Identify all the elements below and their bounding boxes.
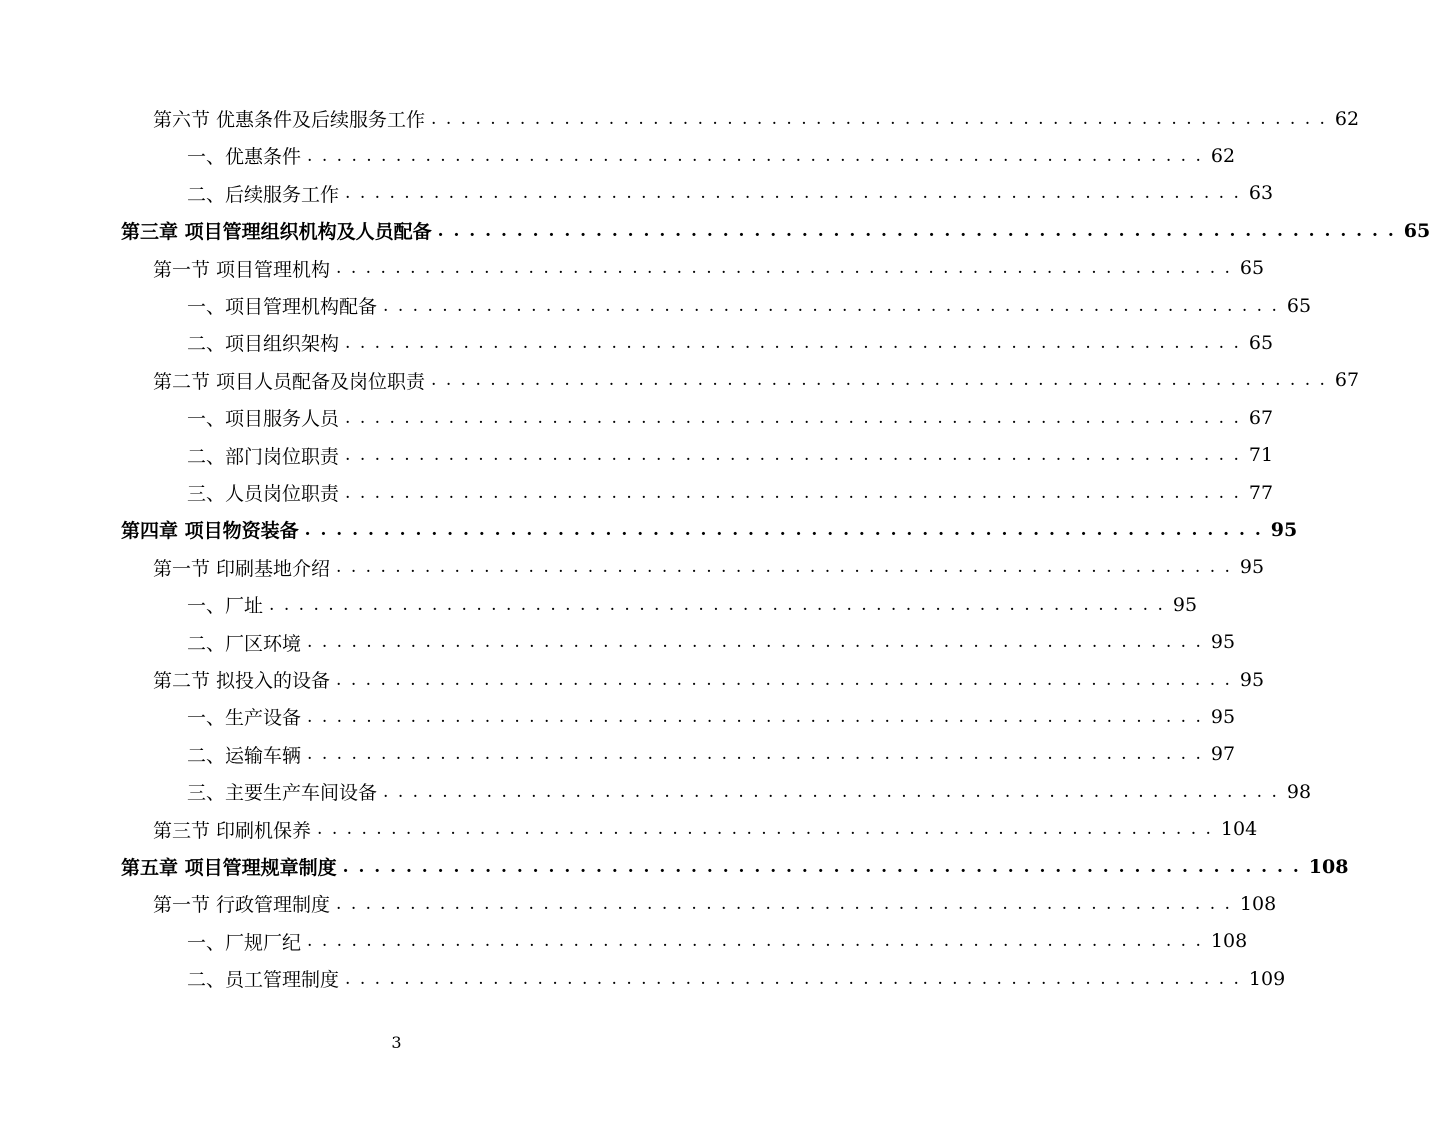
toc-entry-label: 二、部门岗位职责 bbox=[187, 445, 340, 468]
toc-entry-page: 62 bbox=[1334, 107, 1360, 130]
toc-entry[interactable] bbox=[187, 437, 1274, 474]
toc-entry-page: 77 bbox=[1248, 481, 1274, 504]
toc-entry[interactable] bbox=[187, 474, 1274, 511]
toc-entry-page: 63 bbox=[1248, 182, 1274, 205]
toc-leader-dots: . . . . . . . . . . . . . . . . . . . . . . . . . . . . . . . . . . . . . . . . . . . . . . . . . . . . . . . . . . . . . bbox=[345, 183, 1241, 204]
toc-leader-dots: . . . . . . . . . . . . . . . . . . . . . . . . . . . . . . . . . . . . . . . . . . . . . . . . . . . . . . . . . . . . . bbox=[345, 332, 1241, 353]
toc-entry-label: 一、优惠条件 bbox=[187, 146, 302, 169]
toc-leader-dots: . . . . . . . . . . . . . . . . . . . . . . . . . . . . . . . . . . . . . . . . . . . . . . . . . . . . . . . . . . . . . bbox=[307, 632, 1203, 653]
toc-leader-dots: . . . . . . . . . . . . . . . . . . . . . . . . . . . . . . . . . . . . . . . . . . . . . . . . . . . . . . . . . . . . . bbox=[307, 931, 1203, 952]
toc-entry[interactable] bbox=[187, 773, 1312, 810]
toc-entry-page: 65 bbox=[1239, 257, 1265, 280]
toc-entry-page: 65 bbox=[1403, 219, 1430, 242]
toc-entry[interactable] bbox=[153, 362, 1360, 399]
toc-entry[interactable] bbox=[153, 250, 1265, 287]
toc-entry[interactable] bbox=[187, 960, 1286, 997]
toc-leader-dots: . . . . . . . . . . . . . . . . . . . . . . . . . . . . . . . . . . . . . . . . . . . . . . . . . . . . . . . . . . . . . bbox=[336, 669, 1232, 690]
toc-entry[interactable] bbox=[187, 324, 1274, 361]
toc-leader-dots: . . . . . . . . . . . . . . . . . . . . . . . . . . . . . . . . . . . . . . . . . . . . . . . . . . . . . . . . . . . . . bbox=[342, 856, 1301, 877]
toc-leader-dots: . . . . . . . . . . . . . . . . . . . . . . . . . . . . . . . . . . . . . . . . . . . . . . . . . . . . . . . . . . . . . bbox=[431, 370, 1327, 391]
toc-entry[interactable] bbox=[187, 923, 1248, 960]
toc-entry-label: 第一节 行政管理制度 bbox=[153, 894, 331, 917]
toc-entry-page: 67 bbox=[1334, 369, 1360, 392]
toc-entry[interactable] bbox=[187, 698, 1236, 735]
toc-leader-dots: . . . . . . . . . . . . . . . . . . . . . . . . . . . . . . . . . . . . . . . . . . . . . . . . . . . . . . . . . . . . . bbox=[336, 557, 1232, 578]
toc-leader-dots: . . . . . . . . . . . . . . . . . . . . . . . . . . . . . . . . . . . . . . . . . . . . . . . . . . . . . . . . . . . . . bbox=[383, 295, 1279, 316]
toc-entry-label: 第二节 拟投入的设备 bbox=[153, 670, 331, 692]
toc-entry-label: 二、厂区环境 bbox=[187, 632, 302, 655]
toc-leader-dots: . . . . . . . . . . . . . . . . . . . . . . . . . . . . . . . . . . . . . . . . . . . . . . . . . . . . . . . . . . . . . bbox=[307, 145, 1203, 166]
toc-entry-page: 62 bbox=[1210, 144, 1236, 167]
toc-entry-page: 104 bbox=[1220, 818, 1258, 841]
toc-entry-page: 65 bbox=[1248, 331, 1274, 354]
toc-entry-page: 109 bbox=[1248, 967, 1286, 990]
toc-entry-page: 95 bbox=[1210, 631, 1236, 654]
toc-entry-label: 第一节 印刷基地介绍 bbox=[153, 557, 331, 580]
toc-entry[interactable] bbox=[153, 549, 1265, 586]
toc-leader-dots: . . . . . . . . . . . . . . . . . . . . . . . . . . . . . . . . . . . . . . . . . . . . . . . . . . . . . . . . . . . . . bbox=[336, 258, 1232, 279]
toc-leader-dots: . . . . . . . . . . . . . . . . . . . . . . . . . . . . . . . . . . . . . . . . . . . . . . . . . . . . . . . . . . . . . bbox=[336, 893, 1232, 914]
toc-entry[interactable] bbox=[153, 100, 1360, 137]
toc-entry-page: 108 bbox=[1308, 855, 1349, 878]
toc-entry[interactable] bbox=[121, 511, 1298, 548]
toc-entry[interactable] bbox=[187, 399, 1274, 436]
toc-leader-dots: . . . . . . . . . . . . . . . . . . . . . . . . . . . . . . . . . . . . . . . . . . . . . . . . . . . . . . . . . . . . . bbox=[317, 819, 1213, 840]
toc-leader-dots: . . . . . . . . . . . . . . . . . . . . . . . . . . . . . . . . . . . . . . . . . . . . . . . . . . . . . . . . . . . . . bbox=[345, 968, 1241, 989]
toc-entry-page: 98 bbox=[1286, 780, 1312, 803]
toc-entry-label: 一、生产设备 bbox=[187, 707, 302, 730]
toc-entry-label: 第三节 印刷机保养 bbox=[153, 819, 312, 842]
toc-entry[interactable] bbox=[187, 586, 1198, 623]
toc-entry-label: 一、厂址 bbox=[187, 595, 264, 618]
toc-entry-label: 一、厂规厂纪 bbox=[187, 931, 302, 954]
toc-leader-dots: . . . . . . . . . . . . . . . . . . . . . . . . . . . . . . . . . . . . . . . . . . . . . . . . . . . . . . . . . . . . . bbox=[307, 706, 1203, 727]
toc-entry[interactable] bbox=[187, 736, 1236, 773]
toc-leader-dots: . . . . . . . . . . . . . . . . . . . . . . . . . . . . . . . . . . . . . . . . . . . . . . . . . . . . . . . . . . . . . bbox=[345, 445, 1241, 466]
toc-entry[interactable] bbox=[187, 175, 1274, 212]
toc-entry-page: 95 bbox=[1239, 668, 1265, 691]
toc-entry-label: 二、员工管理制度 bbox=[187, 969, 340, 992]
toc-entry-page: 65 bbox=[1286, 294, 1312, 317]
toc-leader-dots: . . . . . . . . . . . . . . . . . . . . . . . . . . . . . . . . . . . . . . . . . . . . . . . . . . . . . . . . . . . . . bbox=[345, 482, 1241, 503]
toc-entry-label: 二、运输车辆 bbox=[187, 744, 302, 767]
toc-entry-page: 108 bbox=[1210, 930, 1248, 953]
toc-entry-label: 第四章 项目物资装备 bbox=[121, 520, 299, 543]
toc-entry-label: 三、人员岗位职责 bbox=[187, 483, 340, 505]
toc-leader-dots: . . . . . . . . . . . . . . . . . . . . . . . . . . . . . . . . . . . . . . . . . . . . . . . . . . . . . . . . . . . . . bbox=[383, 781, 1279, 802]
toc-entry-label: 第一节 项目管理机构 bbox=[153, 258, 331, 281]
toc-leader-dots: . . . . . . . . . . . . . . . . . . . . . . . . . . . . . . . . . . . . . . . . . . . . . . . . . . . . . . . . . . . . . bbox=[345, 407, 1241, 428]
page-number: 3 bbox=[391, 1033, 402, 1052]
toc-entry-label: 二、后续服务工作 bbox=[187, 183, 340, 206]
toc-entry[interactable] bbox=[121, 848, 1349, 885]
toc-entry[interactable] bbox=[187, 624, 1236, 661]
toc-entry-label: 一、项目服务人员 bbox=[187, 408, 340, 431]
toc-entry-label: 第二节 项目人员配备及岗位职责 bbox=[153, 370, 426, 393]
toc-entry-page: 95 bbox=[1172, 593, 1198, 616]
toc-entry-label: 二、项目组织架构 bbox=[187, 333, 340, 356]
toc-entry-label: 三、主要生产车间设备 bbox=[187, 782, 378, 805]
toc-entry-page: 95 bbox=[1239, 556, 1265, 579]
toc-leader-dots: . . . . . . . . . . . . . . . . . . . . . . . . . . . . . . . . . . . . . . . . . . . . . . . . . . . . . . . . . . . . . bbox=[269, 594, 1165, 615]
toc-entry-label: 第三章 项目管理组织机构及人员配备 bbox=[121, 221, 432, 244]
toc-entry[interactable] bbox=[153, 661, 1265, 698]
toc-entry-page: 95 bbox=[1210, 705, 1236, 728]
toc-entry-page: 97 bbox=[1210, 743, 1236, 766]
toc-entry[interactable] bbox=[153, 811, 1258, 848]
toc-entry[interactable] bbox=[187, 287, 1312, 324]
toc-entry-page: 95 bbox=[1270, 518, 1298, 541]
toc-entry[interactable] bbox=[153, 885, 1277, 922]
toc-entry-page: 67 bbox=[1248, 406, 1274, 429]
toc-leader-dots: . . . . . . . . . . . . . . . . . . . . . . . . . . . . . . . . . . . . . . . . . . . . . . . . . . . . . . . . . . . . . bbox=[431, 108, 1327, 129]
toc-leader-dots: . . . . . . . . . . . . . . . . . . . . . . . . . . . . . . . . . . . . . . . . . . . . . . . . . . . . . . . . . . . . . bbox=[437, 220, 1396, 241]
toc-entry[interactable] bbox=[187, 137, 1236, 174]
toc-entry-label: 第五章 项目管理规章制度 bbox=[121, 857, 337, 879]
toc-entry-page: 108 bbox=[1239, 892, 1277, 915]
toc-entry-label: 一、项目管理机构配备 bbox=[187, 296, 378, 318]
toc-entry[interactable] bbox=[121, 212, 1430, 249]
toc-entry-page: 71 bbox=[1248, 444, 1274, 467]
toc-leader-dots: . . . . . . . . . . . . . . . . . . . . . . . . . . . . . . . . . . . . . . . . . . . . . . . . . . . . . . . . . . . . . bbox=[304, 519, 1263, 540]
toc-entry-label: 第六节 优惠条件及后续服务工作 bbox=[153, 109, 426, 131]
toc-leader-dots: . . . . . . . . . . . . . . . . . . . . . . . . . . . . . . . . . . . . . . . . . . . . . . . . . . . . . . . . . . . . . bbox=[307, 744, 1203, 765]
